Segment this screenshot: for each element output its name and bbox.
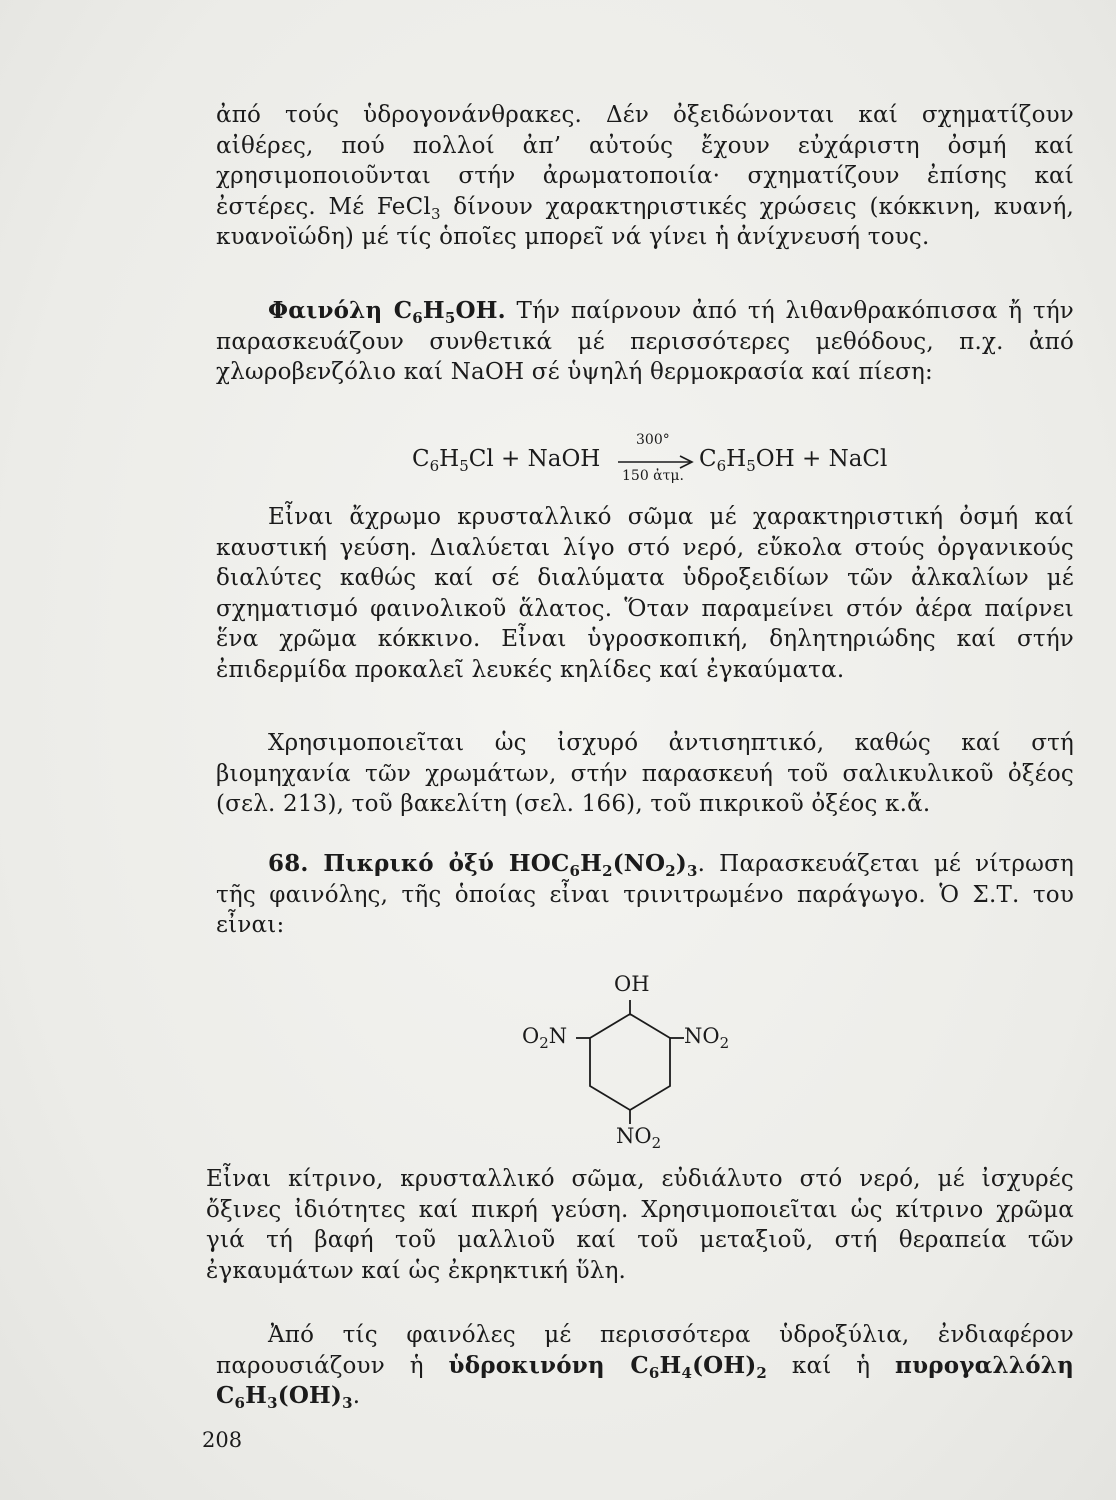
equation-pressure: 150 ἀτμ. — [622, 468, 684, 484]
heading-phenol: Φαινόλη $C_6H_5OH$. — [268, 297, 506, 327]
group-oh: OH — [614, 972, 650, 996]
group-no2-bottom: $NO_2$ — [616, 1124, 662, 1152]
paragraph-phenol: Φαινόλη $C_6H_5OH$. Τήν παίρνουν ἀπό τή λιθανθρακόπισσα ἤ τήν παρασκευάζουν συνθετικά μέ περισσότερες μεθόδους, π.χ. ἀπό χλωροβενζόλιο καί NaOH σέ ὑψηλή θερμοκρασία καί πίεση: — [216, 297, 1074, 385]
paragraph-picric-acid: 68. Πικρικό ὀξύ $HOC_6H_2(NO_2)_3$. Παρασκευάζεται μέ νίτρωση τῆς φαινόλης, τῆς ὁποίας εἶναι τρινιτρωμένο παράγωγο. Ὁ Σ.Τ. του εἶναι: — [216, 850, 1074, 938]
group-no2-left: $O_2N$ — [522, 1024, 568, 1052]
paragraph-phenol-uses: Χρησιμοποιεῖται ὡς ἰσχυρό ἀντισηπτικό, καθώς καί στή βιομηχανία τῶν χρωμάτων, στήν παρασκευή τοῦ σαλικυλικοῦ ὀξέος (σελ. 213), τοῦ βακελίτη (σελ. 166), τοῦ πικρικοῦ ὀξέος κ.ἄ. — [216, 730, 1074, 817]
term-pyrogallol: πυρογαλλόλη $C_6H_3(OH)_3$ — [216, 1351, 1074, 1412]
heading-picric-acid: 68. Πικρικό ὀξύ $HOC_6H_2(NO_2)_3$ — [268, 850, 698, 880]
equation-reactants: $C_6H_5Cl$ + NaOH — [412, 446, 601, 475]
equation-products: $C_6H_5OH$ + NaCl — [699, 446, 888, 475]
paragraph-phenol-description: Εἶναι ἄχρωμο κρυσταλλικό σῶμα μέ χαρακτηριστική ὀσμή καί καυστική γεύση. Διαλύεται λίγο στό νερό, εὔκολα στούς ὀργανικούς διαλύτες καθώς καί σέ διαλύματα ὑδροξειδίων τῶν ἀλκαλίων μέ σχηματισμό φαινολικοῦ ἅλατος. Ὅταν παραμείνει στόν ἀέρα παίρνει ἕνα χρῶμα κόκκινο. Εἶναι ὑγροσκοπική, δηλητηριώδης καί στήν ἐπιδερμίδα προκαλεῖ λευκές κηλίδες καί ἐγκαύματα. — [216, 504, 1074, 683]
picric-acid-structure — [520, 962, 780, 1162]
paragraph-phenol-properties: ἀπό τούς ὑδρογονάνθρακες. Δέν ὀξειδώνονται καί σχηματίζουν αἰθέρες, πού πολλοί ἀπ’ αὐτούς ἔχουν εὐχάριστη ὀσμή καί χρησιμοποιοῦνται στήν ἀρωματοποιία· σχηματίζουν ἐπίσης καί ἐστέρες. Μέ FeCl$_3$ δίνουν χαρακτηριστικές χρώσεις (κόκκινη, κυανή, κυανοϊώδη) μέ τίς ὁποῖες μπορεῖ νά γίνει ἡ ἀνίχνευσή τους. — [216, 102, 1074, 250]
chemical-equation — [412, 432, 912, 488]
page-number: 208 — [202, 1428, 243, 1452]
paragraph-polyphenols: Ἀπό τίς φαινόλες μέ περισσότερα ὑδροξύλια, ἐνδιαφέρον παρουσιάζουν ἡ ὑδροκινόνη $C_6H_4(OH)_2$ καί ἡ πυρογαλλόλη $C_6H_3(OH)_3$. — [216, 1322, 1074, 1412]
term-hydroquinone: ὑδροκινόνη $C_6H_4(OH)_2$ — [448, 1351, 768, 1382]
paragraph-picric-properties: Εἶναι κίτρινο, κρυσταλλικό σῶμα, εὐδιάλυτο στό νερό, μέ ἰσχυρές ὄξινες ἰδιότητες καί πικρή γεύση. Χρησιμοποιεῖται ὡς κίτρινο χρῶμα γιά τή βαφή τοῦ μαλλιοῦ καί τοῦ μεταξιοῦ, στή θεραπεία τῶν ἐγκαυμάτων καί ὡς ἐκρηκτική ὕλη. — [206, 1166, 1074, 1284]
group-no2-right: $NO_2$ — [684, 1024, 730, 1052]
equation-temperature: 300° — [636, 432, 670, 448]
